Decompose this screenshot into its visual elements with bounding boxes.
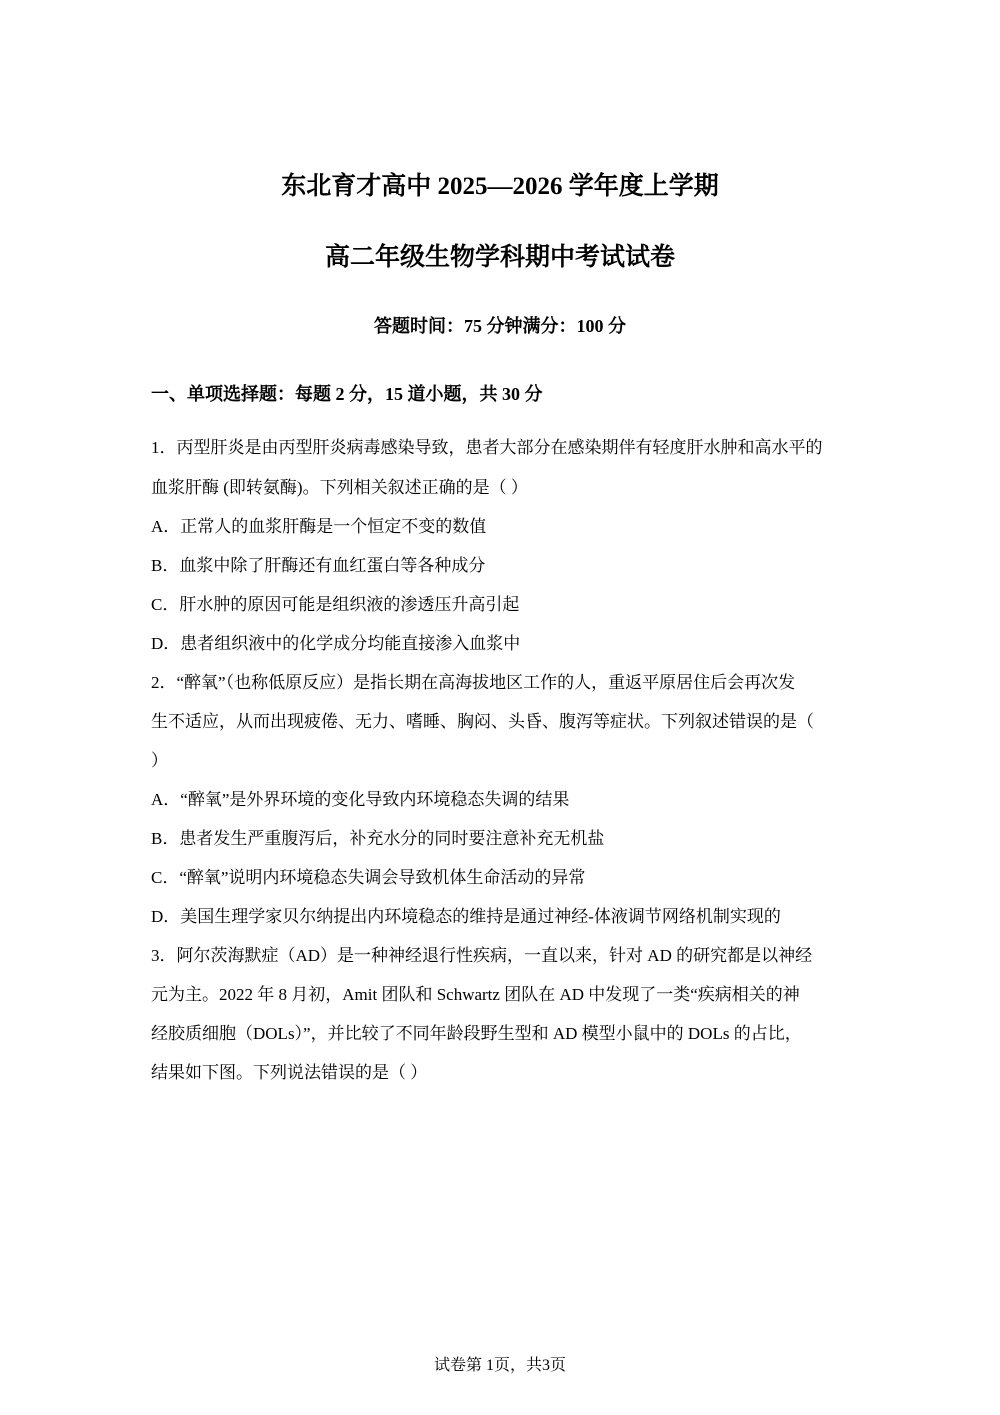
question-2-option-c: C．“醉氧”说明内环境稳态失调会导致机体生命活动的异常: [151, 868, 586, 887]
question-2-stem-line-1: 2．“醉氧”（也称低原反应）是指长期在高海拔地区工作的人，重返平原居住后会再次发: [151, 673, 796, 692]
question-1-stem-line-2: 血浆肝酶 (即转氨酶)。下列相关叙述正确的是（ ）: [151, 478, 528, 497]
question-1-option-c: C．肝水肿的原因可能是组织液的渗透压升高引起: [151, 595, 520, 614]
exam-info: 答题时间：75 分钟满分：100 分: [374, 316, 626, 336]
question-1-option-a: A．正常人的血浆肝酶是一个恒定不变的数值: [151, 517, 487, 536]
question-2-option-b: B．患者发生严重腹泻后，补充水分的同时要注意补充无机盐: [151, 829, 605, 848]
question-3-stem-line-1: 3．阿尔茨海默症（AD）是一种神经退行性疾病，一直以来，针对 AD 的研究都是以神经: [151, 946, 813, 965]
exam-title-line1: 东北育才高中 2025—2026 学年度上学期: [281, 173, 719, 200]
question-2-stem-line-2: 生不适应，从而出现疲倦、无力、嗜睡、胸闷、头昏、腹泻等症状。下列叙述错误的是（: [151, 712, 814, 731]
exam-title-line2: 高二年级生物学科期中考试试卷: [324, 244, 675, 271]
page-footer: 试卷第 1页，共3页: [433, 1357, 566, 1374]
question-2-stem-line-3: ）: [151, 751, 168, 770]
question-3-stem-line-2: 元为主。2022 年 8 月初，Amit 团队和 Schwartz 团队在 AD 中发现了一类“疾病相关的神: [151, 985, 800, 1004]
question-1-option-d: D．患者组织液中的化学成分均能直接渗入血浆中: [151, 634, 521, 653]
section-heading: 一、单项选择题：每题 2 分，15 道小题，共 30 分: [151, 384, 543, 404]
question-1-option-b: B．血浆中除了肝酶还有血红蛋白等各种成分: [151, 556, 486, 575]
question-3-stem-line-4: 结果如下图。下列说法错误的是（ ）: [151, 1063, 428, 1082]
question-2-option-a: A．“醉氧”是外界环境的变化导致内环境稳态失调的结果: [151, 790, 570, 809]
question-3-stem-line-3: 经胶质细胞（DOLs）”，并比较了不同年龄段野生型和 AD 模型小鼠中的 DOLs 的占比，: [151, 1024, 802, 1043]
question-1-stem-line-1: 1．丙型肝炎是由丙型肝炎病毒感染导致，患者大部分在感染期伴有轻度肝水肿和高水平的: [151, 438, 823, 457]
question-2-option-d: D．美国生理学家贝尔纳提出内环境稳态的维持是通过神经-体液调节网络机制实现的: [151, 907, 781, 926]
